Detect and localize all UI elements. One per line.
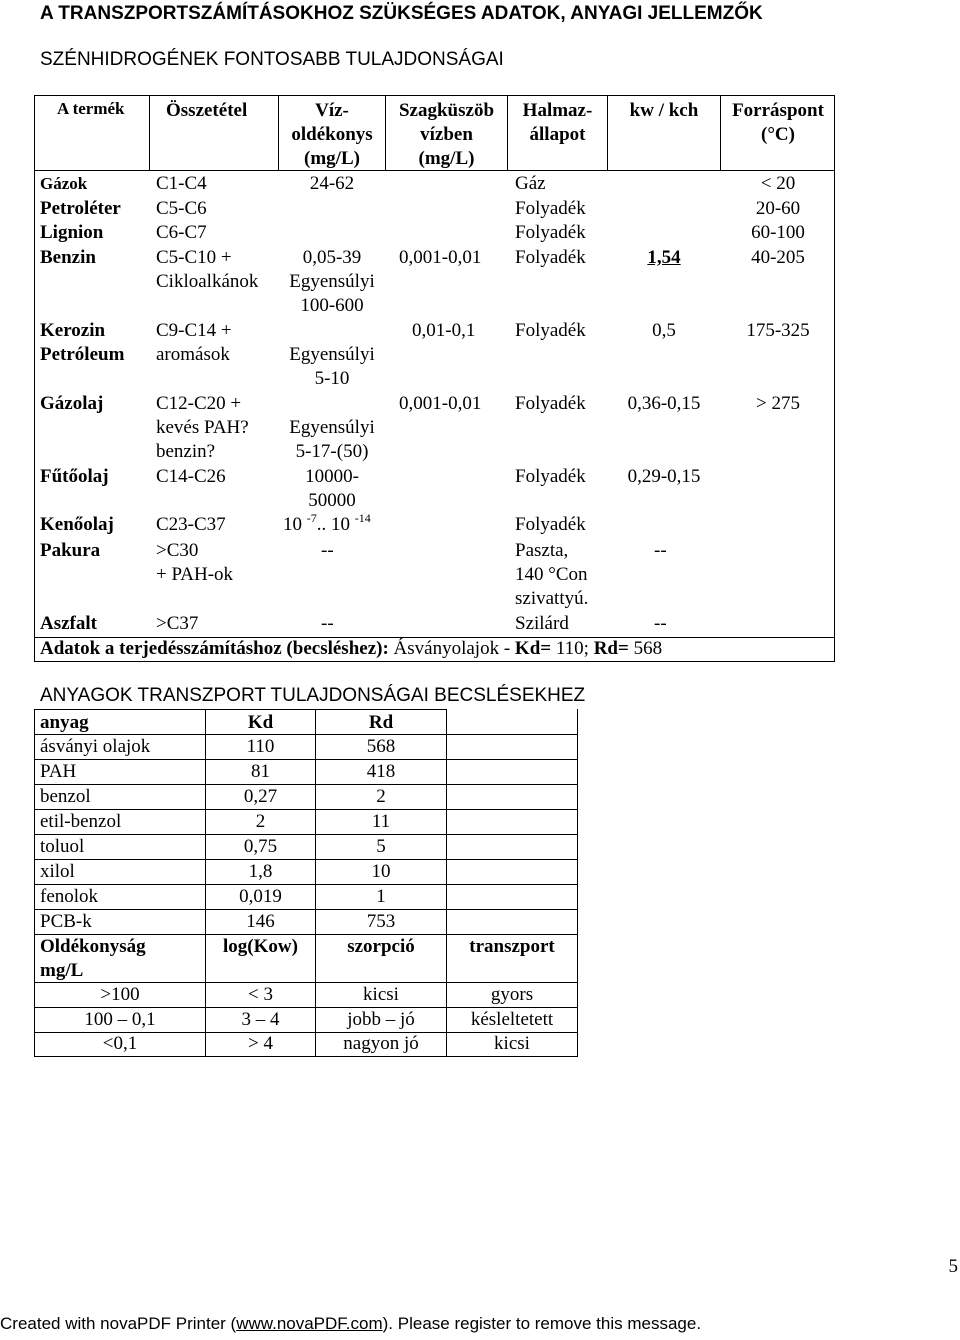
row-state: Gáz xyxy=(515,173,546,194)
cell-kd: 0,019 xyxy=(239,886,282,907)
row-kw-kch: -- xyxy=(654,613,667,634)
row-state: Szilárd xyxy=(515,613,569,634)
row-state: Folyadék xyxy=(515,466,586,487)
cell-anyag: fenolok xyxy=(40,886,99,907)
header-kw-kch: kw / kch xyxy=(629,100,699,121)
table2-title: ANYAGOK TRANSZPORT TULAJDONSÁGAI BECSLÉSEKHEZ xyxy=(40,685,586,706)
row-boiling-point: > 275 xyxy=(756,393,800,414)
cell-rd: 1 xyxy=(376,886,386,907)
header-anyag: anyag xyxy=(40,712,89,733)
row-odor-threshold: 0,001-0,01 xyxy=(399,247,482,268)
table1-frame xyxy=(34,95,835,662)
row-name: Gázok xyxy=(40,174,88,193)
cell-rd: 10 xyxy=(371,861,391,882)
row-name: Kerozin Petróleum xyxy=(40,320,125,365)
row-state: Folyadék xyxy=(515,393,586,414)
header-solubility: Víz- oldékonys (mg/L) xyxy=(291,100,373,169)
row-boiling-point: < 20 xyxy=(760,173,796,194)
cell-kd: 81 xyxy=(251,761,270,782)
row-solubility: Egyensúlyi 5-17-(50) xyxy=(289,417,375,462)
row-composition: >C30 + PAH-ok xyxy=(156,540,234,585)
row-composition: C12-C20 + kevés PAH? benzin? xyxy=(156,393,249,462)
table1-title: SZÉNHIDROGÉNEK FONTOSABB TULAJDONSÁGAI xyxy=(40,49,504,70)
cell-sorpcio: jobb – jó xyxy=(347,1009,415,1030)
row-boiling-point: 175-325 xyxy=(746,320,810,341)
cell-solubility: 100 – 0,1 xyxy=(84,1009,156,1030)
cell-anyag: xilol xyxy=(40,861,75,882)
header-transzport: transzport xyxy=(469,936,555,957)
header-product: A termék xyxy=(57,99,125,118)
novapdf-link[interactable]: www.novaPDF.com xyxy=(236,1314,383,1333)
row-composition: C6-C7 xyxy=(156,222,207,243)
header-odor-threshold: Szagküszöb vízben (mg/L) xyxy=(398,100,495,169)
cell-rd: 568 xyxy=(366,736,396,757)
cell-kd: 0,27 xyxy=(243,786,278,807)
header-sorpcio: szorpció xyxy=(347,936,415,957)
row-composition: >C37 xyxy=(156,613,199,634)
cell-anyag: ásványi olajok xyxy=(40,736,151,757)
header-state: Halmaz- állapot xyxy=(522,100,593,145)
row-name: Lignion xyxy=(40,222,104,243)
row-kw-kch: 0,36-0,15 xyxy=(627,393,701,414)
row-boiling-point: 60-100 xyxy=(751,222,805,243)
row-solubility: -- xyxy=(321,613,334,634)
cell-logkow: > 4 xyxy=(248,1033,273,1054)
row-composition: C1-C4 xyxy=(156,173,207,194)
row-line xyxy=(34,1056,578,1057)
row-composition: C23-C37 xyxy=(156,514,226,535)
row-solubility: 0,05-39 Egyensúlyi 100-600 xyxy=(289,247,375,316)
cell-transzport: kicsi xyxy=(494,1033,530,1054)
cell-logkow: 3 – 4 xyxy=(241,1009,280,1030)
row-state: Folyadék xyxy=(515,247,586,268)
table1-footnote: Adatok a terjedésszámításhoz (becsléshez): Ásványolajok - Kd= 110; Rd= 568 xyxy=(40,638,663,659)
cell-anyag: benzol xyxy=(40,786,91,807)
header-composition: Összetétel xyxy=(166,100,248,121)
row-boiling-point: 40-205 xyxy=(751,247,805,268)
table2-border xyxy=(577,709,578,1056)
cell-kd: 0,75 xyxy=(243,836,278,857)
row-name: Petroléter xyxy=(40,198,121,219)
cell-sorpcio: nagyon jó xyxy=(343,1033,419,1054)
header-logkow: log(Kow) xyxy=(223,936,298,957)
cell-rd: 11 xyxy=(371,811,391,832)
footer-notice: Created with novaPDF Printer (www.novaPDF.com). Please register to remove this message. xyxy=(0,1314,702,1333)
cell-anyag: toluol xyxy=(40,836,85,857)
header-solubility: Oldékonyság mg/L xyxy=(40,936,146,981)
row-name: Fűtőolaj xyxy=(40,466,109,487)
row-kw-kch: 0,29-0,15 xyxy=(627,466,701,487)
row-composition: C5-C6 xyxy=(156,198,207,219)
header-rd: Rd xyxy=(368,712,394,733)
row-solubility: Egyensúlyi 5-10 xyxy=(289,344,375,389)
header-boiling-point: Forráspont (°C) xyxy=(732,100,824,145)
row-state: Folyadék xyxy=(515,514,586,535)
row-name: Gázolaj xyxy=(40,393,104,414)
row-kw-kch: 0,5 xyxy=(652,320,676,341)
row-odor-threshold: 0,001-0,01 xyxy=(399,393,482,414)
row-state: Folyadék xyxy=(515,222,586,243)
row-name: Kenőolaj xyxy=(40,514,114,535)
row-solubility: 10000- 50000 xyxy=(305,466,359,511)
header-kd: Kd xyxy=(247,712,274,733)
row-boiling-point: 20-60 xyxy=(755,198,801,219)
cell-kd: 110 xyxy=(246,736,275,757)
row-kw-kch: -- xyxy=(654,540,667,561)
row-composition: C14-C26 xyxy=(156,466,226,487)
row-solubility: 10 $^{-7}$.. 10 $^{-14}$ xyxy=(283,511,371,535)
cell-rd: 753 xyxy=(366,911,396,932)
cell-transzport: gyors xyxy=(490,984,534,1005)
cell-transzport: késleltetett xyxy=(470,1009,554,1030)
cell-rd: 5 xyxy=(376,836,386,857)
cell-solubility: >100 xyxy=(100,984,140,1005)
cell-kd: 2 xyxy=(255,811,266,832)
row-kw-kch: 1,54 xyxy=(647,247,681,268)
row-composition: C5-C10 + Cikloalkánok xyxy=(156,247,259,292)
row-state: Folyadék xyxy=(515,198,586,219)
row-odor-threshold: 0,01-0,1 xyxy=(412,320,476,341)
row-state: Paszta, 140 °Con szivattyú. xyxy=(515,540,589,609)
cell-rd: 2 xyxy=(376,786,386,807)
page-title: A TRANSZPORTSZÁMÍTÁSOKHOZ SZÜKSÉGES ADATOK, ANYAGI JELLEMZŐK xyxy=(40,3,763,24)
row-odor-threshold: -- xyxy=(321,540,334,561)
cell-rd: 418 xyxy=(366,761,396,782)
row-solubility: 24-62 xyxy=(309,173,355,194)
cell-solubility: <0,1 xyxy=(102,1033,138,1054)
cell-anyag: PCB-k xyxy=(40,911,92,932)
row-name: Pakura xyxy=(40,540,101,561)
row-state: Folyadék xyxy=(515,320,586,341)
table2-border xyxy=(34,709,446,710)
cell-kd: 146 xyxy=(246,911,275,932)
page-number: 5 xyxy=(948,1256,958,1277)
header-sep xyxy=(149,95,150,170)
row-composition: C9-C14 + aromások xyxy=(156,320,232,365)
cell-anyag: PAH xyxy=(40,761,77,782)
cell-anyag: etil-benzol xyxy=(40,811,122,832)
row-name: Benzin xyxy=(40,247,96,268)
cell-logkow: < 3 xyxy=(248,984,273,1005)
cell-kd: 1,8 xyxy=(248,861,273,882)
cell-sorpcio: kicsi xyxy=(363,984,399,1005)
row-name: Aszfalt xyxy=(40,613,97,634)
